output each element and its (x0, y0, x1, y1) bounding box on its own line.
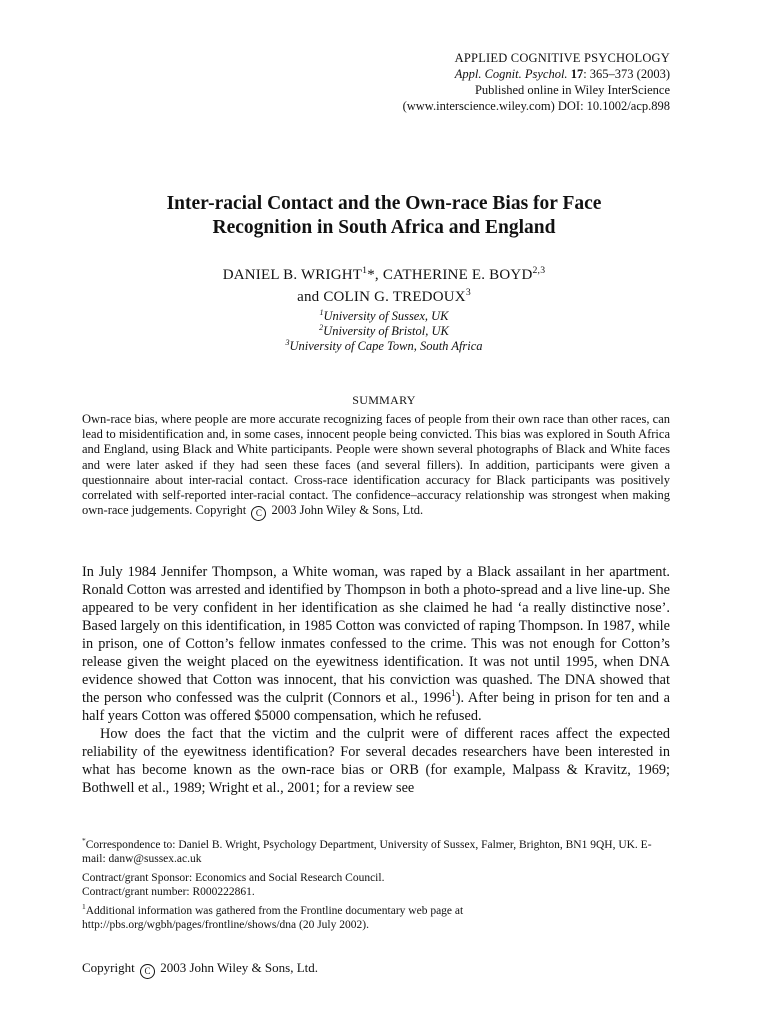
author-affil-sup: 1 (362, 265, 368, 276)
author-name: DANIEL B. WRIGHT (222, 267, 363, 283)
title-line-2: Recognition in South Africa and England (212, 217, 556, 238)
grant-sponsor: Contract/grant Sponsor: Economics and Social Research Council. (82, 872, 385, 884)
footnote-1 (82, 904, 670, 932)
corresponding-mark: * (367, 267, 375, 283)
summary-heading: SUMMARY (352, 393, 416, 407)
correspondence-note (82, 838, 670, 866)
grant-note (82, 871, 670, 899)
affiliation-list (84, 309, 684, 354)
affiliation-sup: 3 (285, 337, 290, 347)
author-separator: , (374, 267, 383, 283)
copyright-icon: C (251, 506, 266, 521)
copyright-label: Copyright (82, 960, 135, 975)
doi-line: (www.interscience.wiley.com) DOI: 10.1002/acp.898 (402, 99, 670, 113)
paper-title (84, 192, 684, 240)
journal-header (403, 50, 670, 114)
title-line-1: Inter-racial Contact and the Own-race Bias for Face (166, 193, 602, 214)
citation-volume: 17 (570, 67, 584, 81)
affiliation (84, 309, 684, 324)
footnote-mark: * (82, 836, 86, 846)
summary-copyright: 2003 John Wiley & Sons, Ltd. (271, 503, 424, 518)
copyright-icon: C (140, 964, 155, 979)
affiliation-name: University of Bristol, UK (323, 324, 449, 338)
copyright-text: 2003 John Wiley & Sons, Ltd. (160, 960, 319, 975)
author-line-2 (84, 286, 684, 308)
author-affil-sup: 3 (465, 287, 471, 298)
citation-abbr: Appl. Cognit. Psychol. (454, 67, 568, 81)
affiliation-sup: 1 (319, 307, 324, 317)
summary-body: Own-race bias, where people are more accurate recognizing faces of people from their own race than other races, can lead to misidentification and, in some cases, innocent people being convicted. This bias was explored in South Africa and England, using Black and White participants. People were shown several photographs of Black and White faces and were later asked if they had seen these faces (and several fillers). In addition, participants were given a questionnaire about inter-racial contact. Cross-race identification accuracy for Black participants was positively correlated with self-reported inter-racial contact. The confidence–accuracy relationship was strongest when making own-race judgements. Copyright (82, 412, 670, 518)
author-name: CATHERINE E. BOYD (382, 267, 533, 283)
affiliation (84, 324, 684, 339)
footnote-ref: 1 (451, 689, 456, 700)
affiliation-name: University of Cape Town, South Africa (289, 339, 483, 353)
footnote-text: Additional information was gathered from the Frontline documentary web page at http://pbs.org/wgbh/pages/frontline/shows/dna (20 July 2002). (82, 905, 464, 931)
author-line-1 (84, 264, 684, 286)
citation-pages: : 365–373 (2003) (583, 67, 670, 81)
author-conjunction: and (297, 289, 324, 305)
correspondence-text: Correspondence to: Daniel B. Wright, Psychology Department, University of Sussex, Falmer, Brighton, BN1 9QH, UK. E-mail: danw@sussex.ac.uk (82, 839, 652, 865)
author-name: COLIN G. TREDOUX (323, 289, 466, 305)
paragraph-text: In July 1984 Jennifer Thompson, a White woman, was raped by a Black assailant in her apartment. Ronald Cotton was arrested and identified by Thompson in both a photo-spread and a live line-up. She appeared to be very confident in her identification as she claimed he had ‘a really distinctive nose’. Based largely on this identification, in 1985 Cotton was convicted of raping Thompson. In 1987, while in prison, one of Cotton’s fellow inmates confessed to the crime. This was not enough for Cotton’s release given the weight placed on the eyewitness identification. It was not until 1995, when DNA evidence showed that Cotton was innocent, that his conviction was quashed. The DNA showed that the person who confessed was the culprit (Connors et al., 1996 (82, 564, 670, 706)
body-paragraph: How does the fact that the victim and the culprit were of different races affect the expected reliability of the eyewitness identification? For several decades researchers have been interested in what has become known as the own-race bias or ORB (for example, Malpass & Kravitz, 1969; Bothwell et al., 1989; Wright et al., 2001; for a review see (82, 726, 670, 796)
body-paragraph (82, 563, 670, 725)
footnotes (82, 838, 670, 937)
paragraph-text: ). After being in prison for ten and a half years Cotton was offered $5000 compensation, which he refused. (82, 690, 670, 724)
published-line: Published online in Wiley InterScience (474, 83, 670, 97)
journal-citation (403, 66, 670, 82)
main-body (82, 563, 670, 797)
summary-abstract (82, 412, 670, 521)
journal-name: APPLIED COGNITIVE PSYCHOLOGY (454, 51, 670, 65)
affiliation-name: University of Sussex, UK (323, 309, 449, 323)
author-list (84, 264, 684, 308)
copyright-footer (82, 960, 318, 979)
footnote-mark: 1 (82, 902, 86, 912)
grant-number: Contract/grant number: R000222861. (82, 886, 255, 898)
affiliation-sup: 2 (319, 322, 324, 332)
affiliation (84, 339, 684, 354)
author-affil-sup: 2,3 (532, 265, 546, 276)
